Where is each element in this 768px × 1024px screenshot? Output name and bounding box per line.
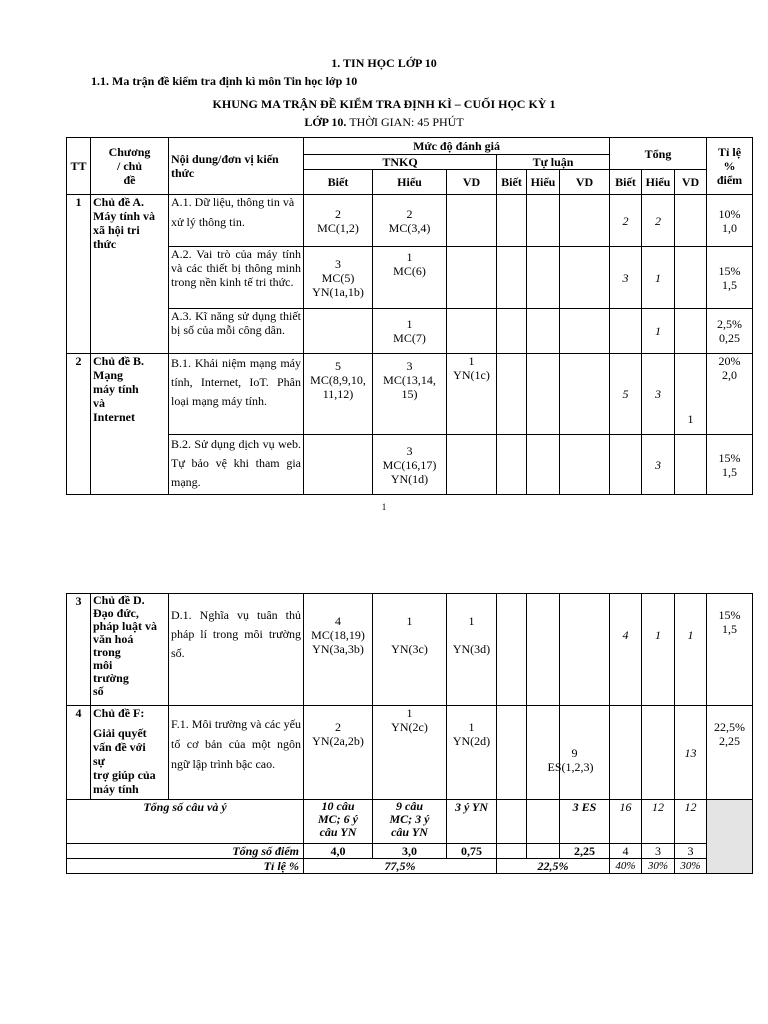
biet-cell (304, 354, 373, 435)
vd-cell (447, 594, 497, 706)
cell-line: 1 (406, 317, 413, 331)
content-line: A.1. Dữ liệu, thông tin và (171, 195, 295, 209)
ratio-cell (707, 195, 753, 247)
hieu-cell (373, 435, 447, 495)
header-content (169, 138, 304, 195)
score-sum-hieu: 3 (642, 844, 675, 859)
header-level: Mức độ đánh giá (304, 138, 610, 155)
cell-line: 15% (718, 263, 741, 278)
matrix-frame-title: KHUNG MA TRẬN ĐỀ KIỂM TRA ĐỊNH KÌ – CUỐI HỌC KỲ 1 (212, 97, 556, 111)
cell-line: 2,25 (719, 734, 740, 748)
table-row (67, 706, 753, 800)
sum-biet-cell: 3 (610, 247, 642, 309)
sum-biet-cell (610, 706, 642, 800)
vd-cell (447, 247, 497, 309)
totals-score-row (67, 844, 753, 859)
count-sum-biet: 16 (610, 800, 642, 844)
cell-line: YN(3a,3b) (312, 642, 364, 656)
totals-count-row (67, 800, 753, 844)
vd-cell (447, 195, 497, 247)
chapter-line: Chủ đề A. (93, 195, 145, 209)
tl-biet-cell (497, 247, 527, 309)
hieu-cell (373, 195, 447, 247)
class-time-line (0, 115, 768, 130)
cell-line: 1 (406, 250, 413, 264)
cell-line: YN(3d) (452, 642, 491, 656)
table-row (67, 594, 753, 706)
cell-line: 1,5 (722, 277, 738, 292)
header-ratio-line: Tỉ lệ (718, 145, 742, 159)
header-biet: Biết (497, 170, 527, 195)
ratio-sum-vd: 30% (675, 859, 707, 874)
header-tu-luan: Tự luận (497, 155, 610, 170)
cell-line: 1 (468, 614, 475, 628)
biet-cell (304, 594, 373, 706)
score-sum-biet: 4 (610, 844, 642, 859)
cell-line: YN(1d) (390, 471, 429, 486)
sum-vd-cell (675, 309, 707, 354)
count-biet (304, 800, 373, 844)
header-tnkq: TNKQ (304, 155, 497, 170)
content-cell: F.1. Môi trường và các yếu tố cơ bản của một ngôn ngữ lập trình bậc cao. (169, 706, 304, 800)
content-cell: B.2. Sử dụng dịch vụ web. Tự bảo vệ khi tham gia mạng. (169, 435, 304, 495)
tl-biet-cell (497, 195, 527, 247)
header-content-line: thức (171, 166, 195, 180)
vd-cell (447, 309, 497, 354)
biet-cell (304, 309, 373, 354)
chapter-line: Internet (93, 410, 135, 424)
chapter-cell (91, 706, 169, 800)
cell-line: 1 (406, 614, 413, 628)
cell-line: 11,12) (322, 387, 354, 401)
score-es: 2,25 (560, 844, 610, 859)
vd-cell (447, 706, 497, 800)
hieu-cell (373, 247, 447, 309)
cell-line: MC(8,9,10, (310, 373, 366, 387)
chapter-line: sự (93, 754, 105, 768)
ratio-sum-biet: 40% (610, 859, 642, 874)
cell-line: YN(3c) (391, 642, 428, 656)
cell-line: MC(18,19) (311, 628, 365, 642)
chapter-line: Mạng (93, 368, 123, 382)
content-line: xử lý thông tin. (171, 215, 245, 229)
row-number: 3 (67, 594, 91, 706)
content-cell: A.3. Kĩ năng sử dụng thiết bị số của mỗi công dân. (169, 309, 304, 354)
sum-vd-cell (675, 195, 707, 247)
ratio-cell (707, 435, 753, 495)
cell-line: câu YN (391, 825, 428, 839)
table-row (67, 354, 753, 435)
header-vd: VD (560, 170, 610, 195)
cell-line: 5 (335, 359, 341, 373)
content-cell (169, 195, 304, 247)
table-row (67, 195, 753, 247)
cell-line: 1,0 (722, 220, 738, 235)
chapter-line: trong (93, 645, 121, 659)
cell-line: MC(3,4) (388, 220, 431, 235)
vd-cell (447, 354, 497, 435)
class-label: LỚP 10. (304, 115, 347, 129)
count-tl-hieu (527, 800, 560, 844)
hieu-cell (373, 309, 447, 354)
content-cell: B.1. Khái niệm mạng máy tính, Internet, IoT. Phân loại mạng máy tính. (169, 354, 304, 435)
cell-line: 3 (406, 443, 413, 458)
tl-vd-cell (560, 594, 610, 706)
header-chapter-line: / chủ (116, 159, 142, 173)
document-title: 1. TIN HỌC LỚP 10 (331, 56, 437, 70)
totals-ratio-row (67, 859, 753, 874)
cell-line: MC(7) (393, 331, 426, 345)
tl-vd-cell (560, 435, 610, 495)
tl-hieu-cell (527, 435, 560, 495)
chapter-line: và (93, 396, 105, 410)
chapter-line: xã hội tri (93, 223, 140, 237)
sum-biet-cell: 4 (610, 594, 642, 706)
tl-vd-cell (560, 309, 610, 354)
cell-line: 15) (401, 387, 418, 401)
tl-biet-cell (497, 309, 527, 354)
section-subtitle: 1.1. Ma trận đề kiểm tra định kì môn Tin học lớp 10 (91, 74, 358, 88)
cell-line: câu YN (319, 825, 357, 839)
score-sum-vd: 3 (675, 844, 707, 859)
cell-line: ES(1,2,3) (547, 760, 594, 774)
cell-line: 10 câu (321, 799, 355, 813)
tl-vd-cell (560, 247, 610, 309)
sum-vd-cell (675, 247, 707, 309)
chapter-line: thức (93, 237, 117, 251)
cell-line: 3 (335, 256, 341, 271)
sum-vd-cell: 1 (675, 594, 707, 706)
content-cell: D.1. Nghĩa vụ tuân thủ pháp lí trong môi trường số. (169, 594, 304, 706)
header-hieu: Hiểu (527, 170, 560, 195)
row-number: 4 (67, 706, 91, 800)
gray-empty-cell (707, 800, 753, 874)
tl-vd-cell (547, 706, 610, 800)
header-total: Tổng (610, 138, 707, 170)
cell-line: MC(5) (321, 270, 355, 285)
hieu-cell (373, 594, 447, 706)
header-chapter-line: Chương (108, 145, 151, 159)
ratio-tnkq: 77,5% (304, 859, 497, 874)
cell-line: YN(2c) (391, 720, 428, 734)
sum-hieu-cell: 1 (642, 594, 675, 706)
header-biet: Biết (610, 170, 642, 195)
matrix-table-part-2 (66, 593, 753, 874)
chapter-line: trợ giúp của (93, 768, 156, 782)
page-number: 1 (381, 502, 387, 512)
tl-vd-cell (560, 195, 610, 247)
count-hieu (373, 800, 447, 844)
score-tl-hieu (527, 844, 560, 859)
score-vd: 0,75 (447, 844, 497, 859)
cell-line: 2 (335, 720, 341, 734)
tl-hieu-cell (527, 247, 560, 309)
matrix-table-part-1 (66, 137, 753, 495)
header-tt: TT (67, 138, 91, 195)
biet-cell (304, 195, 373, 247)
cell-line: 2,5% (717, 317, 743, 331)
count-es: 3 ES (560, 800, 610, 844)
cell-line: 4 (335, 614, 341, 628)
row-number: 1 (67, 195, 91, 354)
header-ratio-line: điểm (716, 173, 743, 187)
tl-biet-cell (497, 594, 527, 706)
hieu-cell (373, 354, 447, 435)
cell-line: 1 (468, 720, 475, 734)
cell-line: 3 (406, 359, 413, 373)
tl-hieu-cell (527, 195, 560, 247)
tl-hieu-cell (527, 309, 560, 354)
cell-line: MC(13,14, (383, 373, 436, 387)
cell-line: MC(1,2) (317, 220, 359, 235)
tl-hieu-cell (527, 354, 560, 435)
chapter-line: Giải quyết (93, 726, 147, 740)
cell-line: 15% (718, 450, 741, 465)
cell-line: 1 (468, 354, 475, 368)
sum-hieu-cell: 3 (642, 435, 675, 495)
sum-hieu-cell: 1 (642, 247, 675, 309)
header-vd: VD (447, 170, 497, 195)
chapter-cell (91, 195, 169, 354)
count-vd: 3 ý YN (447, 800, 497, 844)
sum-hieu-cell: 3 (642, 354, 675, 435)
sum-biet-cell (610, 309, 642, 354)
chapter-line: Máy tính và (93, 209, 156, 223)
cell-line: 0,25 (719, 331, 741, 345)
ratio-cell (707, 706, 753, 800)
header-ratio-line: % (723, 159, 736, 173)
cell-line: YN(1a,1b) (312, 284, 364, 299)
cell-line: 2 (406, 206, 413, 221)
header-row-1 (67, 138, 753, 155)
totals-ratio-label: Tỉ lệ % (67, 859, 304, 874)
sum-vd-cell: 1 (675, 354, 707, 435)
totals-count-label: Tổng số câu và ý (67, 800, 304, 844)
cell-line: 2 (335, 206, 341, 221)
score-tl-biet (497, 844, 527, 859)
chapter-line: máy tính (93, 382, 139, 396)
tl-biet-cell (497, 706, 527, 800)
cell-line: 22,5% (714, 720, 745, 734)
header-content-line: Nội dung/đơn vị kiến (171, 152, 279, 166)
ratio-cell (707, 354, 753, 435)
table-row (67, 435, 753, 495)
count-sum-vd: 12 (675, 800, 707, 844)
chapter-line: máy tính (93, 782, 139, 796)
cell-line: YN(1c) (453, 368, 490, 382)
chapter-line: pháp luật và (93, 619, 158, 633)
chapter-line: môi (93, 658, 113, 672)
count-tl-biet (497, 800, 527, 844)
cell-line: 9 câu (396, 799, 423, 813)
table-row (67, 247, 753, 309)
time-label: THỜI GIAN: 45 PHÚT (349, 115, 464, 129)
chapter-line: văn hoá (93, 632, 134, 646)
cell-line: 1,5 (722, 622, 737, 636)
ratio-sum-hieu: 30% (642, 859, 675, 874)
cell-line: 10% (718, 206, 741, 221)
cell-line: MC; 3 ý (389, 812, 430, 826)
ratio-cell (707, 309, 753, 354)
ratio-cell (707, 594, 753, 706)
chapter-line: Chủ đề B. (93, 354, 145, 368)
sum-hieu-cell: 2 (642, 195, 675, 247)
tl-biet-cell (497, 435, 527, 495)
chapter-line: số (93, 684, 104, 698)
biet-cell (304, 247, 373, 309)
sum-vd-cell: 13 (675, 706, 707, 800)
tl-biet-cell (497, 354, 527, 435)
cell-line: 1 (406, 706, 413, 720)
header-chapter (91, 138, 169, 195)
header-ratio (707, 138, 753, 195)
hieu-cell (373, 706, 447, 800)
chapter-line: Chủ đề D. (93, 593, 145, 607)
cell-line: MC(6) (393, 264, 426, 278)
sum-biet-cell: 5 (610, 354, 642, 435)
tl-vd-cell (560, 354, 610, 435)
sum-hieu-cell (642, 706, 675, 800)
cell-line: 20% (718, 354, 741, 368)
header-vd: VD (675, 170, 707, 195)
tl-hieu-cell (527, 594, 560, 706)
biet-cell (304, 706, 373, 800)
header-hieu: Hiểu (373, 170, 447, 195)
header-biet: Biết (304, 170, 373, 195)
chapter-line: trường (93, 671, 129, 685)
cell-line: YN(2d) (452, 734, 491, 748)
chapter-line: Chủ đề F: (93, 706, 145, 720)
sum-vd-cell (675, 435, 707, 495)
header-chapter-line: đề (123, 173, 136, 187)
totals-score-label: Tổng số điểm (67, 844, 304, 859)
chapter-cell (91, 354, 169, 495)
chapter-cell (91, 594, 169, 706)
score-hieu: 3,0 (373, 844, 447, 859)
cell-line: 2,0 (722, 368, 738, 382)
sum-hieu-cell: 1 (642, 309, 675, 354)
cell-line: 15% (718, 608, 741, 622)
score-biet: 4,0 (304, 844, 373, 859)
cell-line: YN(2a,2b) (312, 734, 364, 748)
header-hieu: Hiểu (642, 170, 675, 195)
sum-biet-cell (610, 435, 642, 495)
content-cell: A.2. Vai trò của máy tính và các thiết bị thông minh trong nền kinh tế tri thức. (169, 247, 304, 309)
cell-line: 1,5 (722, 464, 738, 479)
count-sum-hieu: 12 (642, 800, 675, 844)
sum-biet-cell: 2 (610, 195, 642, 247)
vd-cell (447, 435, 497, 495)
ratio-tu-luan: 22,5% (497, 859, 610, 874)
table-row (67, 309, 753, 354)
chapter-line: Đạo đức, (93, 606, 139, 620)
biet-cell (304, 435, 373, 495)
cell-line: MC(16,17) (382, 457, 437, 472)
cell-line: 9 (571, 746, 578, 760)
ratio-cell (707, 247, 753, 309)
row-number: 2 (67, 354, 91, 495)
chapter-line: vấn đề với (93, 740, 146, 754)
cell-line: MC; 6 ý (318, 812, 358, 826)
